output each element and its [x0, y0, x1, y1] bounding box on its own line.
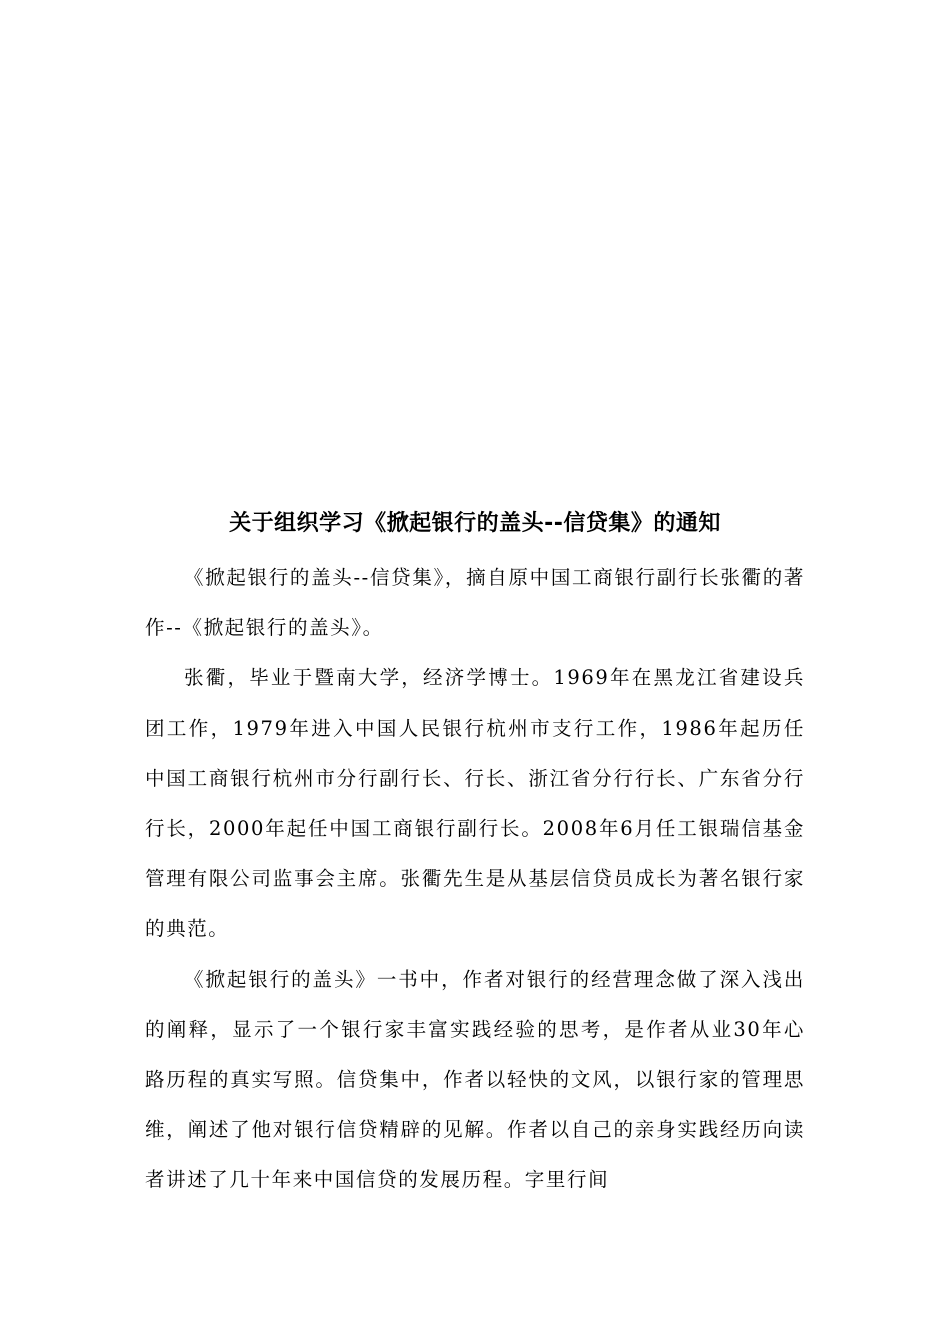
paragraph-intro: 《掀起银行的盖头--信贷集》，摘自原中国工商银行副行长张衢的著作--《掀起银行的盖头》。 [145, 566, 805, 640]
paragraph-book-summary: 《掀起银行的盖头》一书中，作者对银行的经营理念做了深入浅出的阐释，显示了一个银行家丰富实践经验的思考，是作者从业30年心路历程的真实写照。信贷集中，作者以轻快的文风，以银行家的管理思维，阐述了他对银行信贷精辟的见解。作者以自己的亲身实践经历向读者讲述了几十年来中国信贷的发展历程。字里行间 [145, 967, 805, 1192]
document-title: 关于组织学习《掀起银行的盖头--信贷集》的通知 [229, 511, 721, 536]
document-body [145, 553, 805, 1206]
paragraph-author-bio: 张衢，毕业于暨南大学，经济学博士。1969年在黑龙江省建设兵团工作，1979年进入中国人民银行杭州市支行工作，1986年起历任中国工商银行杭州市分行副行长、行长、浙江省分行行长、广东省分行行长，2000年起任中国工商银行副行长。2008年6月任工银瑞信基金管理有限公司监事会主席。张衢先生是从基层信贷员成长为著名银行家的典范。 [145, 666, 805, 941]
